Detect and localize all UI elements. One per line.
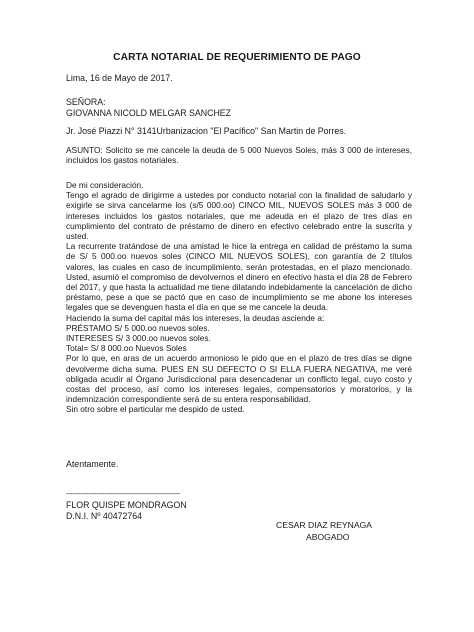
subject-text: ASUNTO: Solicito se me cancele la deuda de 5 000 Nuevos Soles, más 3 000 de intereses, incluidos los gastos notariales.: [66, 145, 412, 166]
signer-name: FLOR QUISPE MONDRAGON: [66, 500, 187, 510]
principal-amount: PRÉSTAMO S/ 5 000.oo nuevos soles.: [66, 322, 210, 333]
body-paragraph-2: La recurrente tratándose de una amistad le hice la entrega en calidad de préstamo la suma de S/ 5 000.oo nuevos soles (CINCO MIL NUEVOS SOLES), con garantía de 2 títulos valores, las cuales en caso de incumplimiento, serán protestadas, en el plazo mencionado. Usted, asumió el compromiso de devolvernos el dinero en efectivo hasta el día 28 de Febrero del 2017, y que hasta la actualidad me tiene dilatando indebidamente la cancelación de dicho préstamo, pese a que se pactó que en caso de incumplimiento se me abone los intereses legales que se devenguen hasta el día en que se me cancele la deuda.: [66, 241, 412, 313]
signer-dni: D.N.I. Nº 40472764: [66, 511, 143, 521]
document-title: CARTA NOTARIAL DE REQUERIMIENTO DE PAGO: [113, 52, 361, 63]
total-amount: Total= S/ 8 000.oo Nuevos Soles: [66, 343, 187, 354]
lawyer-name: CESAR DIAZ REYNAGA: [276, 520, 372, 530]
salutation: SEÑORA:: [66, 97, 106, 107]
lawyer-title: ABOGADO: [306, 532, 350, 542]
signature-line: --------------------------------------------------------: [66, 491, 180, 498]
closing: Atentamente.: [66, 459, 119, 469]
body-paragraph-3: Haciendo la suma del capital más los intereses, la deudas asciende a:: [66, 312, 325, 323]
interest-amount: INTERESES S/ 3 000.oo nuevos soles.: [66, 333, 211, 344]
recipient-address: Jr. José Piazzi N° 3141Urbanizacion "El Pacífico" San Martin de Porres.: [66, 126, 347, 136]
body-paragraph-5: Sin otro sobre el particular me despido de usted.: [66, 404, 245, 415]
body-paragraph-1: Tengo el agrado de dirigirme a ustedes por conducto notarial con la finalidad de saludarlo y exigirle se sirva cancelarme los (s/5 000.oo) CINCO MIL, NUEVOS SOLES más 3 000 de intereses incluidos los gastos notariales, que me adeuda en el plazo de tres días en cumplimiento del contrato de préstamo de dinero en efectivo celebrado entre la suscrita y usted.: [66, 190, 412, 242]
letter-body: [66, 180, 412, 415]
greeting: De mi consideración.: [66, 180, 144, 190]
body-paragraph-4: Por lo que, en aras de un acuerdo armonioso le pido que en el plazo de tres días se digne devolverme dicha suma. PUES EN SU DEFECTO O SI ELLA FUERA NEGATIVA, me veré obligada acudir al Órgano Jurisdiccional para desencadenar un conflicto legal, cuyo costo y costas del proceso, así como los intereses legales, compensatorios y moratorios, y la indemnización correspondiente será de su entera responsabilidad.: [66, 353, 412, 405]
recipient-name: GIOVANNA NICOLD MELGAR SANCHEZ: [66, 108, 232, 118]
letter-date: Lima, 16 de Mayo de 2017.: [66, 73, 173, 83]
subject-block: [66, 145, 412, 165]
